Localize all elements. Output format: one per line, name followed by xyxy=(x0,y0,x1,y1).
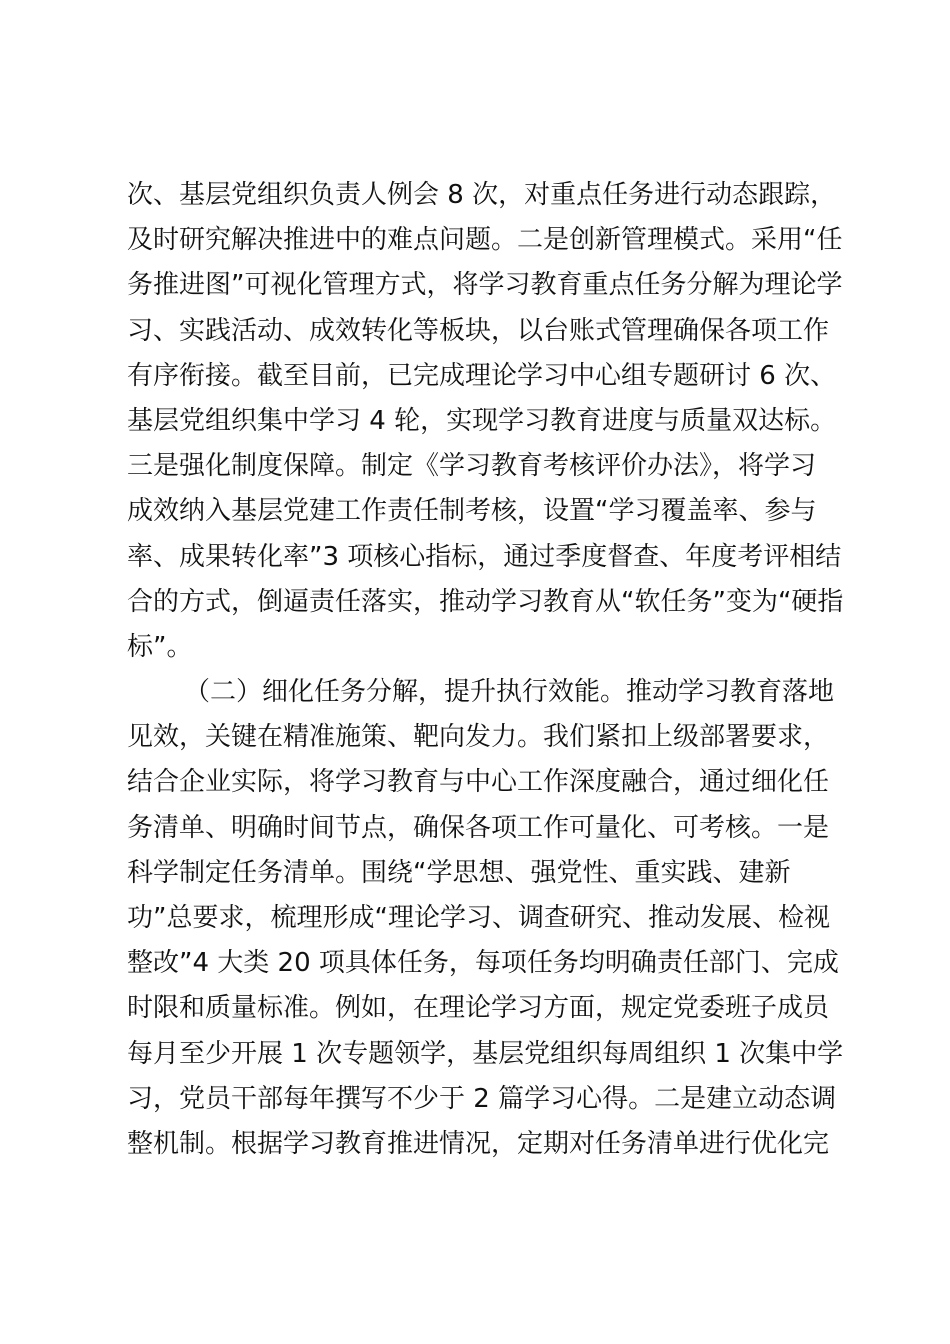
text-line: 率、成果转化率”3 项核心指标，通过季度督查、年度考评相结 xyxy=(127,541,842,572)
text-line: 习，党员干部每年撰写不少于 2 篇学习心得。二是建立动态调 xyxy=(127,1083,837,1114)
text-line: 科学制定任务清单。围绕“学思想、强党性、重实践、建新 xyxy=(127,857,791,888)
text-line: 成效纳入基层党建工作责任制考核，设置“学习覆盖率、参与 xyxy=(127,496,817,527)
text-line: 习、实践活动、成效转化等板块，以台账式管理确保各项工作 xyxy=(127,315,830,346)
text-line: 务推进图”可视化管理方式，将学习教育重点任务分解为理论学 xyxy=(127,270,843,301)
text-line: 见效，关键在精准施策、靶向发力。我们紧扣上级部署要求， xyxy=(127,722,830,753)
text-line: 整改”4 大类 20 项具体任务，每项任务均明确责任部门、完成 xyxy=(127,948,839,979)
text-line: 每月至少开展 1 次专题领学，基层党组织每周组织 1 次集中学 xyxy=(127,1038,844,1069)
text-line: 功”总要求，梳理形成“理论学习、调查研究、推动发展、检视 xyxy=(127,903,830,933)
text-line: 有序衔接。截至目前，已完成理论学习中心组专题研讨 6 次、 xyxy=(127,360,837,391)
text-line: 标”。 xyxy=(127,631,193,662)
body-text xyxy=(127,173,844,1167)
text-line: 三是强化制度保障。制定《学习教育考核评价办法》，将学习 xyxy=(127,451,817,482)
text-line: 时限和质量标准。例如，在理论学习方面，规定党委班子成员 xyxy=(127,993,830,1024)
text-line: 整机制。根据学习教育推进情况，定期对任务清单进行优化完 xyxy=(127,1128,830,1159)
text-line: 结合企业实际，将学习教育与中心工作深度融合，通过细化任 xyxy=(127,767,830,798)
text-line: 务清单、明确时间节点，确保各项工作可量化、可考核。一是 xyxy=(127,812,830,843)
section-heading-line: （二）细化任务分解，提升执行效能。推动学习教育落地 xyxy=(184,677,835,708)
text-line: 合的方式，倒逼责任落实，推动学习教育从“软任务”变为“硬指 xyxy=(127,586,844,617)
text-line: 次、基层党组织负责人例会 8 次，对重点任务进行动态跟踪， xyxy=(127,180,837,210)
text-line: 及时研究解决推进中的难点问题。二是创新管理模式。采用“任 xyxy=(127,225,843,256)
text-line: 基层党组织集中学习 4 轮，实现学习教育进度与质量双达标。 xyxy=(127,405,837,436)
